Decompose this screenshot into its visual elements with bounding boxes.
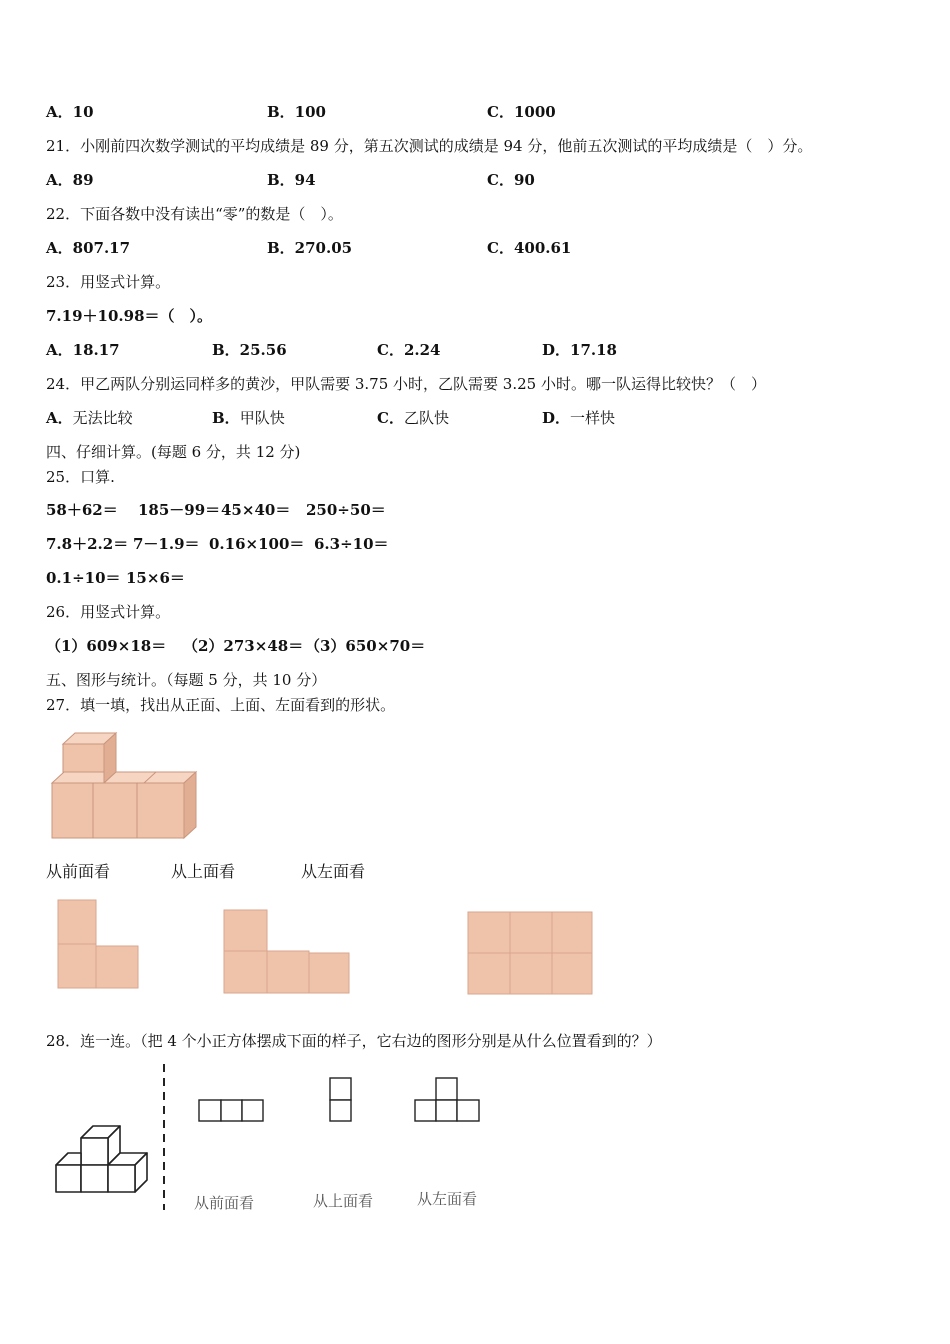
q23-stem: 23．用竖式计算。 [46, 273, 171, 291]
q27-view-shape-2[interactable] [222, 908, 352, 996]
q28-view-label-top: 从上面看 [313, 1192, 374, 1210]
q22-option-b[interactable]: B．270.05 [267, 239, 353, 257]
q23-option-c[interactable]: C．2.24 [377, 341, 441, 359]
q25-item: 58＋62＝ [46, 501, 118, 519]
q24-option-d[interactable] [542, 408, 615, 428]
q27-view-label-top: 从上面看 [171, 862, 236, 881]
q20-option-a[interactable]: A．10 [46, 103, 94, 121]
section-4-heading: 四、仔细计算。(每题 6 分，共 12 分) [46, 443, 301, 461]
q24-option-c-label: C． [377, 409, 404, 427]
q28-view-shape-3[interactable] [412, 1075, 484, 1125]
q28-view-shape-2[interactable] [327, 1075, 355, 1125]
q26-item: （1）609×18＝ [46, 637, 167, 655]
q24-option-a-label: A． [46, 409, 73, 427]
q24-stem: 24．甲乙两队分别运同样多的黄沙，甲队需要 3.75 小时，乙队需要 3.25 小时。哪一队运得比较快？（ ） [46, 375, 766, 393]
q24-option-c[interactable] [377, 408, 449, 428]
q28-view-label-left: 从左面看 [417, 1190, 478, 1208]
q22-option-c[interactable]: C．400.61 [487, 239, 572, 257]
q28-view-shape-1[interactable] [197, 1097, 267, 1125]
q27-view-label-front: 从前面看 [46, 862, 111, 881]
q24-option-d-label: D． [542, 409, 571, 427]
q23-option-a[interactable]: A．18.17 [46, 341, 120, 359]
q23-option-b[interactable]: B．25.56 [212, 341, 287, 359]
q26-stem: 26．用竖式计算。 [46, 603, 171, 621]
q27-stem: 27．填一填，找出从正面、上面、左面看到的形状。 [46, 696, 396, 714]
q24-option-d-text: 一样快 [570, 409, 616, 427]
q28-stem: 28．连一连。（把 4 个小正方体摆成下面的样子，它右边的图形分别是从什么位置看到的？） [46, 1032, 662, 1050]
q20-option-c[interactable]: C．1000 [487, 103, 556, 121]
q25-item: 0.16×100＝ [209, 535, 305, 553]
q27-cube-figure [46, 728, 210, 846]
q25-item: 7.8＋2.2＝ [46, 535, 129, 553]
q25-item: 250÷50＝ [306, 501, 386, 519]
q26-item: （2）273×48＝ [183, 637, 304, 655]
q21-stem: 21．小刚前四次数学测试的平均成绩是 89 分，第五次测试的成绩是 94 分，他前五次测试的平均成绩是（ ）分。 [46, 137, 813, 155]
q25-item: 185－99＝ [138, 501, 221, 519]
q24-option-a-text: 无法比较 [72, 409, 133, 427]
q28-view-label-front: 从前面看 [194, 1194, 255, 1212]
q25-item: 15×6＝ [126, 569, 185, 587]
q21-option-a[interactable]: A．89 [46, 171, 94, 189]
q22-option-a[interactable]: A．807.17 [46, 239, 131, 257]
q26-item: （3）650×70＝ [305, 637, 426, 655]
q20-option-b[interactable]: B．100 [267, 103, 326, 121]
q28-cube-figure [52, 1122, 152, 1194]
q24-option-b-label: B． [212, 409, 240, 427]
q24-option-c-text: 乙队快 [403, 409, 449, 427]
q21-option-c[interactable]: C．90 [487, 171, 535, 189]
q25-item: 7－1.9＝ [133, 535, 200, 553]
dashed-divider [160, 1064, 168, 1212]
q25-stem: 25．口算. [46, 468, 115, 486]
q21-option-b[interactable]: B．94 [267, 171, 316, 189]
q23-option-d[interactable]: D．17.18 [542, 341, 617, 359]
q24-option-b-text: 甲队快 [239, 409, 285, 427]
q25-item: 6.3÷10＝ [314, 535, 389, 553]
q27-view-label-left: 从左面看 [301, 862, 366, 881]
q27-view-shape-1[interactable] [56, 898, 142, 992]
q24-option-b[interactable] [212, 408, 285, 428]
q23-expression: 7.19＋10.98＝（ ）。 [46, 307, 213, 325]
section-5-heading: 五、图形与统计。（每题 5 分，共 10 分） [46, 671, 327, 689]
q25-item: 45×40＝ [221, 501, 291, 519]
q25-item: 0.1÷10＝ [46, 569, 121, 587]
q22-stem: 22．下面各数中没有读出“零”的数是（ ）。 [46, 205, 343, 223]
q24-option-a[interactable] [46, 408, 133, 428]
q27-view-shape-3[interactable] [466, 910, 596, 996]
